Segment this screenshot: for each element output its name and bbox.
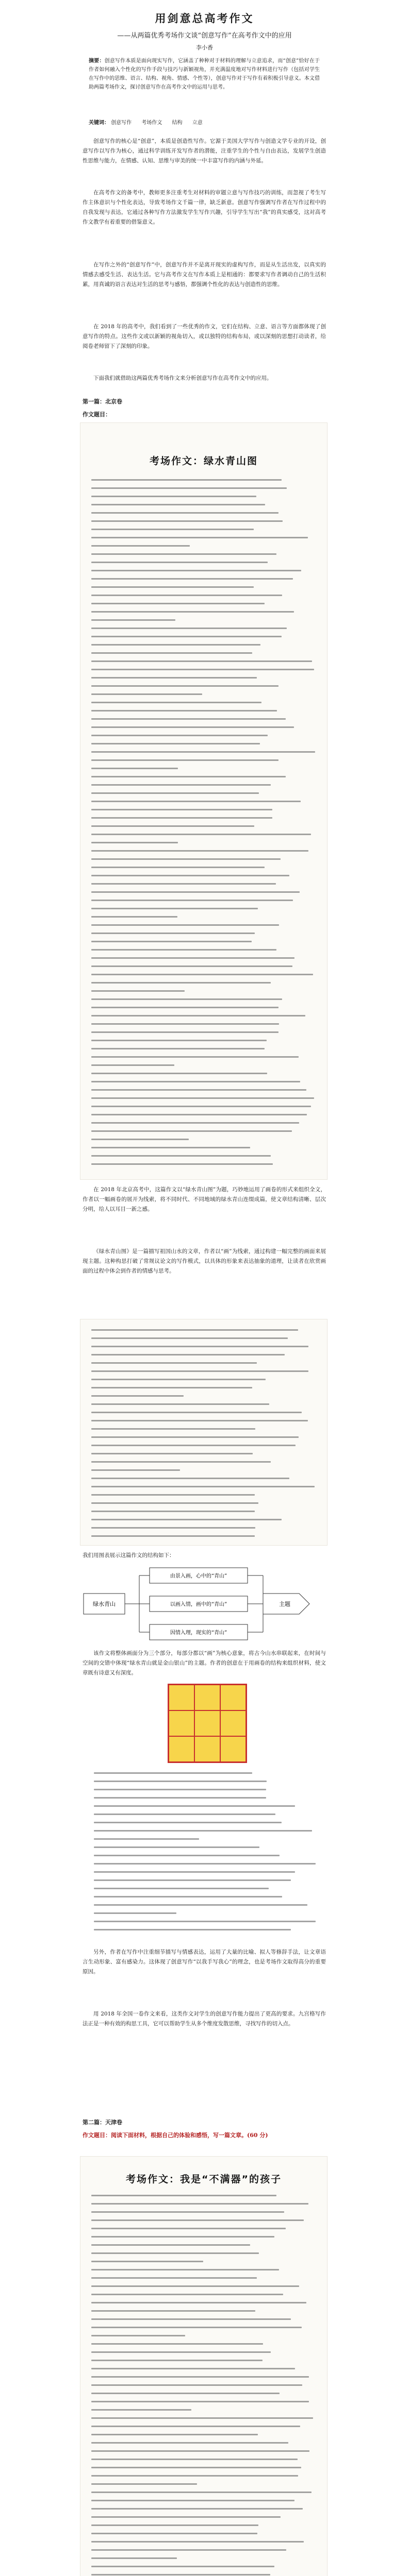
diagram-right-label: 主题 bbox=[279, 1601, 290, 1607]
essay-title: 考场作文：我是“不满器”的孩子 bbox=[126, 2174, 282, 2185]
handwriting-line bbox=[91, 611, 294, 613]
handwriting-line bbox=[91, 595, 282, 596]
handwriting-line bbox=[91, 553, 276, 555]
handwriting-line bbox=[91, 2442, 288, 2444]
keyword: 考场作文 bbox=[141, 120, 162, 126]
handwriting-line bbox=[91, 867, 265, 868]
handwriting-lines bbox=[91, 479, 316, 1172]
scanned-essay-2 bbox=[80, 2156, 328, 2576]
section-heading: 第一篇：北京卷 bbox=[83, 398, 122, 405]
handwriting-line bbox=[91, 726, 294, 728]
handwriting-line bbox=[91, 751, 315, 753]
keyword: 结构 bbox=[172, 120, 183, 126]
author-name: 李小香 bbox=[196, 44, 213, 51]
handwriting-line bbox=[91, 2492, 312, 2493]
handwriting-line bbox=[91, 2219, 304, 2221]
handwriting-line bbox=[91, 2450, 309, 2452]
section-prompt: 作文题目： bbox=[83, 411, 111, 418]
body-paragraph: 该作文将整体画面分为三个部分，每部分都以“画”为核心意象，将古今山水串联起来，在时间与空间的交错中体现“绿水青山就是金山银山”的主题。作者的创意在于用画卷的结构来组织材料，使文章既有诗意又有深度。 bbox=[83, 1650, 326, 1676]
handwriting-line bbox=[91, 2384, 302, 2386]
body-paragraph: 下面我们就借助这两篇优秀考场作文来分析创意写作在高考作文中的应用。 bbox=[93, 375, 272, 381]
keyword: 创意写作 bbox=[111, 120, 132, 126]
handwriting-line bbox=[91, 1379, 266, 1380]
handwriting-line bbox=[91, 669, 314, 670]
handwriting-line bbox=[94, 1772, 252, 1774]
handwriting-line bbox=[91, 2426, 300, 2427]
handwriting-line bbox=[91, 520, 283, 522]
structure-diagram bbox=[83, 1565, 326, 1642]
handwriting-line bbox=[91, 652, 252, 654]
handwriting-line bbox=[91, 660, 312, 662]
handwriting-line bbox=[91, 2269, 279, 2270]
handwriting-line bbox=[94, 1912, 176, 1914]
handwriting-line bbox=[91, 1081, 300, 1082]
handwriting-line bbox=[91, 1370, 308, 1372]
handwriting-line bbox=[91, 2434, 258, 2435]
handwriting-line bbox=[91, 2516, 281, 2518]
handwriting-line bbox=[91, 1163, 273, 1165]
paper-title: 用剑意总高考作文 bbox=[155, 12, 254, 25]
handwriting-line bbox=[91, 603, 265, 604]
body-paragraph: 在高考作文的备考中，教师更多注重考生对材料的审题立意与写作技巧的训练，而忽视了考生写作主体意识与个性化表达，导致考场作文千篇一律，缺乏新意。创意写作强调写作者在写作过程中的自我发现与表达，它通过各种写作方法激发学生写作兴趣，引导学生写出“我”的真实感受，这对高考作文教学有着重要的借鉴意义。 bbox=[83, 190, 326, 225]
handwriting-line bbox=[91, 570, 301, 571]
handwriting-line bbox=[94, 1830, 312, 1832]
handwriting-line bbox=[91, 1106, 311, 1107]
abstract-text: 创意写作本质是面向现实写作，它涵盖了种种对于材料的理解与立意追求，而“创意”恰好在于作者如何融入个性化的写作手段与技巧与新颖视角，并充满温度地对写作材料进行写作（包括对学生在写作中的思维、语言、结构、视角、情感、个性等），创意写作对于写作有着积极引导意义。本文借助两篇考场作文，探讨创意写作在高考作文中的运用与思考。 bbox=[89, 58, 320, 90]
body-paragraph: 创意写作的核心是“创意”，本质是创造性写作。它源于美国大学写作与创造文学专业的开设，创意写作以写作为核心，通过科学训练开发写作者的潜能，注重学生的个性与自由表达，发展学生创造性思维与能力，在情感、认知、思维与审美的统一中丰富写作的内涵与外延。 bbox=[83, 138, 326, 164]
handwriting-line bbox=[91, 1535, 255, 1537]
section-prompt: 作文题目：阅读下面材料，根据自己的体验和感悟，写一篇文章。(60 分) bbox=[83, 2132, 268, 2139]
handwriting-line bbox=[91, 2376, 309, 2378]
paper-subtitle: ——从两篇优秀考场作文谈“创意写作”在高考作文中的应用 bbox=[117, 32, 292, 40]
grid-cell bbox=[194, 1685, 220, 1710]
handwriting-line bbox=[91, 1155, 271, 1157]
handwriting-line bbox=[91, 2236, 274, 2238]
handwriting-line bbox=[91, 933, 255, 934]
handwriting-line bbox=[91, 1453, 253, 1454]
handwriting-line bbox=[91, 883, 276, 885]
handwriting-line bbox=[94, 1888, 269, 1889]
handwriting-line bbox=[91, 2327, 302, 2328]
handwriting-line bbox=[91, 1073, 267, 1074]
handwriting-line bbox=[91, 768, 178, 769]
scanned-essay-1 bbox=[80, 422, 328, 1180]
handwriting-line bbox=[94, 1789, 266, 1790]
handwriting-line bbox=[94, 1879, 291, 1881]
handwriting-line bbox=[91, 2360, 263, 2361]
handwriting-line bbox=[94, 1797, 266, 1799]
handwriting-line bbox=[94, 1822, 282, 1823]
handwriting-line bbox=[91, 693, 202, 695]
handwriting-line bbox=[91, 619, 175, 621]
handwriting-line bbox=[91, 2277, 257, 2279]
handwriting-line bbox=[91, 1519, 282, 1520]
nine-square-grid bbox=[168, 1684, 247, 1763]
handwriting-line bbox=[91, 1329, 298, 1331]
handwriting-line bbox=[91, 685, 279, 687]
handwriting-lines bbox=[91, 1329, 316, 1544]
handwriting-line bbox=[91, 941, 252, 942]
handwriting-line bbox=[91, 842, 178, 843]
handwriting-line bbox=[94, 1904, 307, 1906]
handwriting-line bbox=[91, 1139, 189, 1140]
grid-cell bbox=[169, 1736, 194, 1762]
handwriting-line bbox=[91, 2335, 185, 2336]
handwriting-line bbox=[91, 2401, 309, 2402]
handwriting-line bbox=[91, 2557, 177, 2559]
handwriting-line bbox=[91, 2203, 308, 2205]
handwriting-line bbox=[91, 2459, 298, 2460]
handwriting-line bbox=[94, 1855, 280, 1856]
handwriting-line bbox=[91, 1502, 258, 1504]
handwriting-line bbox=[91, 1395, 184, 1397]
handwriting-line bbox=[91, 628, 287, 629]
handwriting-line bbox=[91, 2417, 313, 2419]
grid-cell bbox=[169, 1710, 194, 1736]
body-paragraph: 在 2018 年北京高考中，这篇作文以“绿水青山图”为题，巧妙地运用了画卷的形式来组织全文，作者以一幅画卷的展开为线索，将不同时代、不同地域的绿水青山连缀成篇，使文章结构清晰、层次分明，给人以耳目一新之感。 bbox=[83, 1187, 326, 1212]
handwriting-line bbox=[94, 1781, 267, 1782]
connector-line bbox=[248, 1575, 263, 1632]
handwriting-line bbox=[91, 2393, 280, 2394]
handwriting-line bbox=[91, 982, 271, 984]
handwriting-line bbox=[91, 636, 282, 637]
handwriting-line bbox=[91, 990, 185, 992]
handwriting-line bbox=[91, 2195, 276, 2196]
handwriting-line bbox=[91, 512, 279, 514]
scanned-essay-excerpt bbox=[80, 1319, 328, 1546]
handwriting-line bbox=[91, 817, 272, 819]
handwriting-line bbox=[91, 1048, 265, 1049]
handwriting-line bbox=[91, 1007, 279, 1008]
handwriting-line bbox=[91, 809, 272, 810]
handwriting-line bbox=[91, 1031, 279, 1033]
handwriting-line bbox=[91, 504, 265, 505]
handwriting-line bbox=[91, 900, 293, 901]
handwriting-line bbox=[91, 908, 258, 909]
handwriting-line bbox=[91, 1445, 296, 1446]
handwriting-line bbox=[91, 850, 308, 852]
handwriting-line bbox=[91, 965, 292, 967]
handwriting-line bbox=[94, 1846, 259, 1848]
handwriting-line bbox=[91, 2244, 250, 2246]
handwriting-line bbox=[91, 1056, 299, 1058]
handwriting-line bbox=[91, 2533, 257, 2534]
handwriting-line bbox=[91, 1511, 255, 1512]
handwriting-line bbox=[91, 1412, 302, 1413]
handwriting-line bbox=[91, 1130, 292, 1132]
handwriting-line bbox=[91, 825, 254, 827]
handwriting-line bbox=[91, 924, 279, 926]
handwriting-line bbox=[91, 1015, 305, 1016]
handwriting-line bbox=[91, 2228, 286, 2229]
handwriting-line bbox=[91, 784, 271, 786]
handwriting-line bbox=[91, 2351, 271, 2353]
handwriting-line bbox=[91, 1469, 180, 1471]
handwriting-line bbox=[91, 875, 289, 876]
handwriting-line bbox=[91, 496, 256, 497]
diagram-left-label: 绿水青山 bbox=[93, 1601, 116, 1607]
handwriting-lines bbox=[91, 2195, 316, 2576]
handwriting-line bbox=[91, 2302, 306, 2303]
handwriting-line bbox=[94, 1838, 199, 1840]
handwriting-line bbox=[91, 1486, 315, 1487]
handwriting-line bbox=[91, 891, 300, 893]
handwriting-line bbox=[91, 2500, 295, 2501]
handwriting-line bbox=[91, 2368, 295, 2369]
handwriting-line bbox=[91, 743, 260, 744]
handwriting-line bbox=[91, 1436, 299, 1438]
handwriting-line bbox=[91, 545, 190, 547]
handwriting-line bbox=[91, 776, 286, 777]
handwriting-line bbox=[91, 1122, 299, 1124]
handwriting-line bbox=[91, 677, 257, 679]
handwriting-line bbox=[91, 1147, 250, 1148]
handwriting-line bbox=[91, 2483, 197, 2485]
section-heading: 第二篇：天津卷 bbox=[83, 2119, 122, 2126]
handwriting-line bbox=[91, 2261, 203, 2262]
handwriting-line bbox=[91, 1023, 279, 1025]
keywords-label: 关键词： bbox=[89, 120, 109, 126]
handwriting-line bbox=[91, 858, 281, 860]
body-paragraph: 在 2018 年的高考中，我们看到了一些优秀的作文，它们在结构、立意、语言等方面都体现了创意写作的特点。这些作文或以新颖的视角切入，或以独特的结构布局，或以深刻的思想打动读者，给阅卷老师留下了深刻的印象。 bbox=[83, 324, 326, 349]
handwriting-line bbox=[91, 2285, 299, 2287]
handwriting-line bbox=[94, 1921, 316, 1922]
handwriting-line bbox=[91, 1040, 267, 1041]
handwriting-line bbox=[91, 529, 254, 530]
body-paragraph: 用 2018 年全国一卷作文来看，这类作文对学生的创意写作能力提出了更高的要求。九宫格写作法正是一种有效的构思工具，它可以帮助学生从多个维度发散思维，寻找写作的切入点。 bbox=[83, 2011, 326, 2027]
handwriting-line bbox=[94, 1871, 295, 1873]
handwriting-line bbox=[91, 1478, 289, 1479]
handwriting-line bbox=[91, 562, 268, 563]
handwriting-line bbox=[91, 2310, 255, 2312]
connector-line bbox=[139, 1575, 150, 1632]
handwriting-line bbox=[91, 1337, 288, 1339]
handwriting-line bbox=[91, 2524, 258, 2526]
handwriting-line bbox=[94, 1929, 291, 1930]
keyword: 立意 bbox=[192, 120, 203, 126]
grid-cell bbox=[169, 1685, 194, 1710]
handwriting-line bbox=[91, 718, 286, 720]
handwriting-line bbox=[91, 2294, 283, 2295]
diagram-box-1-label: 由景入画，心中的“青山” bbox=[170, 1573, 227, 1579]
handwriting-line bbox=[91, 2475, 298, 2477]
handwriting-line bbox=[91, 1527, 255, 1529]
handwriting-line bbox=[91, 974, 313, 975]
diagram-box-2-label: 以画入情，画中的“青山” bbox=[170, 1602, 227, 1607]
handwriting-line bbox=[91, 487, 287, 489]
handwriting-line bbox=[91, 1089, 306, 1091]
handwriting-lines bbox=[94, 1772, 316, 1937]
handwriting-line bbox=[91, 2566, 274, 2567]
handwriting-line bbox=[91, 998, 282, 1000]
body-paragraph: 在写作之外的“创意写作”中，创意写作并不是离开现实的虚构写作，而是从生活出发，以真实的情感去感受生活、表达生活。它与高考作文在写作本质上是相通的：都要求写作者调动自己的生活积累，用真诚的语言表达对生活的思考与感悟，都强调个性化的表达与创造性的思维。 bbox=[83, 262, 326, 287]
handwriting-line bbox=[91, 644, 260, 646]
handwriting-line bbox=[91, 2318, 291, 2320]
grid-cell bbox=[220, 1710, 246, 1736]
diagram-box-3-label: 因情入理，现实的“青山” bbox=[170, 1630, 227, 1636]
handwriting-line bbox=[91, 916, 177, 918]
handwriting-line bbox=[91, 957, 295, 959]
grid-cell bbox=[194, 1736, 220, 1762]
handwriting-line bbox=[91, 1387, 252, 1388]
grid-cell bbox=[220, 1685, 246, 1710]
handwriting-line bbox=[91, 2508, 303, 2510]
handwriting-line bbox=[91, 792, 259, 794]
handwriting-line bbox=[91, 1346, 308, 1347]
handwriting-line bbox=[91, 834, 311, 835]
keywords bbox=[89, 118, 320, 127]
handwriting-line bbox=[91, 2343, 263, 2345]
handwriting-line bbox=[91, 479, 282, 481]
abstract-label: 摘要： bbox=[89, 58, 105, 64]
handwriting-line bbox=[94, 1805, 295, 1807]
handwriting-line bbox=[91, 586, 254, 588]
body-paragraph: 另外，作者在写作中注重细节描写与情感表达，运用了大量的比喻、拟人等修辞手法，让文章语言生动形象、富有感染力。这体现了创意写作“以我手写我心”的理念，也是考场作文取得高分的重要原因。 bbox=[83, 1949, 326, 1975]
handwriting-line bbox=[91, 2211, 284, 2213]
handwriting-line bbox=[91, 735, 268, 736]
handwriting-line bbox=[91, 702, 261, 703]
handwriting-line bbox=[91, 2541, 304, 2543]
handwriting-line bbox=[91, 710, 277, 711]
handwriting-line bbox=[91, 1114, 307, 1115]
handwriting-line bbox=[91, 578, 293, 580]
handwriting-line bbox=[91, 537, 308, 538]
body-paragraph: 《绿水青山图》是一篇描写祖国山水的文章，作者以“画”为线索，通过构建一幅完整的画面来展现主题。这种构思打破了常规议论文的写作模式，以具体的形象来表达抽象的道理，让读者在欣赏画面的过程中体会到作者的情感与思考。 bbox=[83, 1248, 326, 1274]
handwriting-line bbox=[91, 1403, 269, 1405]
handwriting-line bbox=[91, 949, 276, 951]
handwriting-line bbox=[91, 1362, 257, 1364]
grid-cell bbox=[220, 1736, 246, 1762]
handwriting-line bbox=[91, 2574, 270, 2575]
handwriting-line bbox=[91, 801, 301, 802]
essay-title: 考场作文：绿水青山图 bbox=[149, 455, 258, 467]
handwriting-line bbox=[91, 1494, 255, 1496]
handwriting-line bbox=[91, 1428, 255, 1430]
handwriting-line bbox=[91, 1420, 308, 1421]
grid-cell bbox=[194, 1710, 220, 1736]
handwriting-line bbox=[91, 2467, 301, 2468]
handwriting-line bbox=[91, 1354, 285, 1355]
handwriting-line bbox=[91, 2409, 191, 2411]
abstract bbox=[89, 57, 320, 92]
handwriting-line bbox=[94, 1863, 316, 1865]
handwriting-line bbox=[94, 1896, 282, 1897]
handwriting-line bbox=[91, 1461, 271, 1463]
handwriting-line bbox=[94, 1814, 275, 1815]
handwriting-line bbox=[91, 1097, 314, 1099]
handwriting-line bbox=[91, 759, 279, 761]
body-paragraph: 我们用图表展示这篇作文的结构如下： bbox=[83, 1552, 175, 1558]
handwriting-line bbox=[91, 2549, 286, 2551]
handwriting-line bbox=[91, 1064, 174, 1066]
handwriting-line bbox=[91, 2252, 259, 2254]
